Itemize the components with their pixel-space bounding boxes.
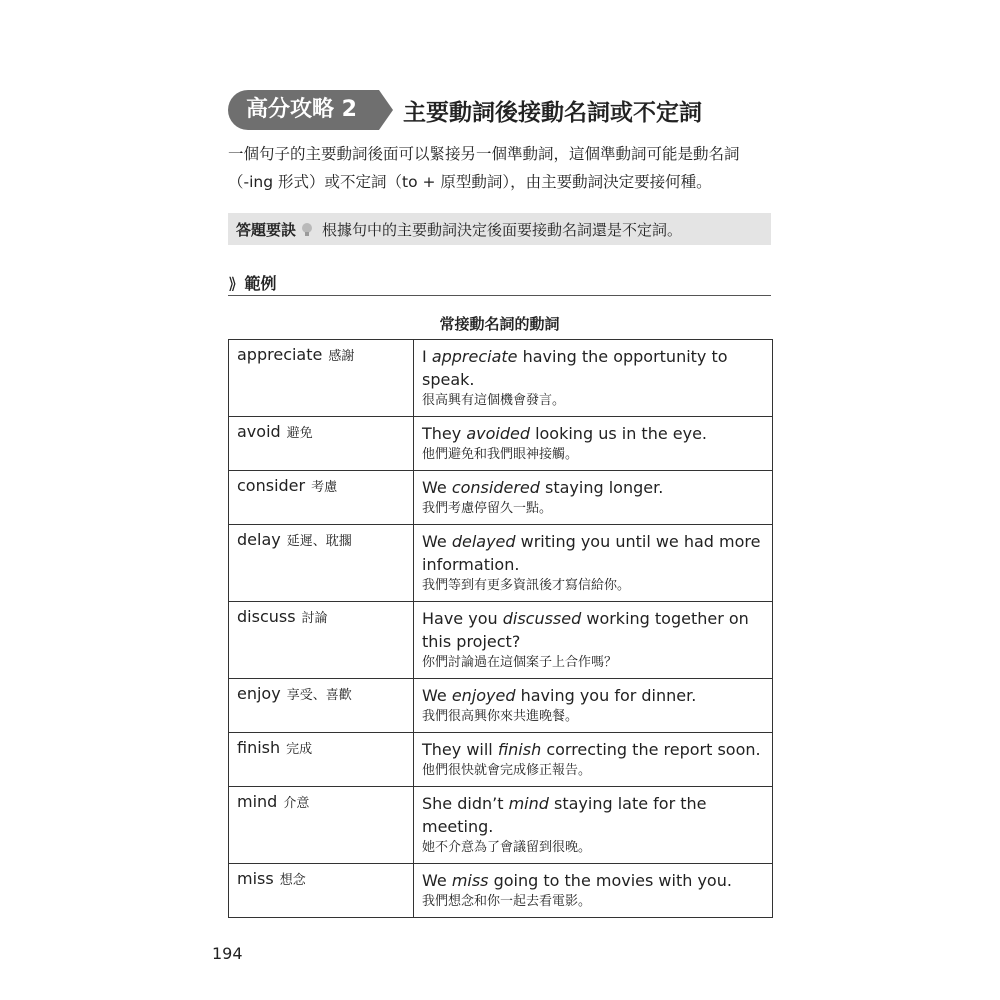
example-post: writing you until we had more information.: [422, 532, 761, 574]
example-zh: 我們考慮停留久一點。: [422, 501, 553, 516]
example-label: 範例: [244, 274, 277, 293]
verb-zh: 完成: [286, 742, 313, 757]
example-verb: considered: [451, 478, 540, 497]
example-cell: [414, 864, 773, 918]
example-heading: [228, 271, 771, 296]
section-heading: [228, 90, 702, 130]
example-post: working together on this project?: [422, 609, 749, 651]
verb-zh: 討論: [301, 611, 328, 626]
intro-line-1: 一個句子的主要動詞後面可以緊接另一個準動詞，這個準動詞可能是動名詞: [228, 145, 740, 163]
example-verb: discussed: [502, 609, 582, 628]
example-en: [422, 422, 764, 445]
example-pre: We: [422, 532, 452, 551]
key-tip-text: 根據句中的主要動詞決定後面要接動名詞還是不定詞。: [322, 220, 683, 239]
example-pre: I: [422, 347, 432, 366]
verb-zh: 延遲、耽擱: [286, 534, 352, 549]
example-pre: They will: [422, 740, 498, 759]
verb-cell: [229, 864, 414, 918]
tip-badge-arrow: [379, 90, 393, 130]
table-caption: 常接動名詞的動詞: [439, 315, 560, 333]
example-en: [422, 869, 764, 892]
verb-cell: [229, 733, 414, 787]
verb-en: mind: [237, 792, 278, 811]
verb-cell: [229, 417, 414, 471]
verb-zh: 避免: [286, 426, 313, 441]
verb-zh: 介意: [283, 796, 310, 811]
verb-en: appreciate: [237, 345, 323, 364]
example-cell: [414, 340, 773, 417]
example-post: having the opportunity to speak.: [422, 347, 728, 389]
example-zh: 他們避免和我們眼神接觸。: [422, 447, 579, 462]
verb-en: consider: [237, 476, 306, 495]
example-pre: We: [422, 686, 452, 705]
example-verb: appreciate: [431, 347, 518, 366]
example-post: staying late for the meeting.: [422, 794, 707, 836]
page-number: 194: [212, 944, 243, 963]
example-cell: [414, 679, 773, 733]
key-tip-box: [228, 213, 771, 245]
example-zh: 你們討論過在這個案子上合作嗎？: [422, 655, 618, 670]
verb-zh: 考慮: [311, 480, 338, 495]
example-verb: mind: [508, 794, 549, 813]
example-zh: 我們很高興你來共進晚餐。: [422, 709, 579, 724]
example-cell: [414, 733, 773, 787]
example-zh: 她不介意為了會議留到很晚。: [422, 840, 592, 855]
example-cell: [414, 471, 773, 525]
example-en: [422, 530, 764, 576]
lightbulb-icon: [302, 223, 312, 236]
section-title: 主要動詞後接動名詞或不定詞: [402, 99, 702, 126]
table-row: [229, 340, 773, 417]
example-post: going to the movies with you.: [488, 871, 732, 890]
verb-en: enjoy: [237, 684, 281, 703]
table-row: [229, 525, 773, 602]
example-zh: 我們等到有更多資訊後才寫信給你。: [422, 578, 631, 593]
example-pre: She didn’t: [422, 794, 509, 813]
verb-cell: [229, 471, 414, 525]
example-en: [422, 738, 764, 761]
verb-zh: 想念: [279, 873, 306, 888]
example-cell: [414, 602, 773, 679]
gerund-verbs-table: [228, 339, 773, 918]
intro-paragraph: [228, 140, 776, 196]
example-post: correcting the report soon.: [541, 740, 761, 759]
verb-zh: 享受、喜歡: [286, 688, 352, 703]
verb-en: discuss: [237, 607, 296, 626]
table-row: [229, 471, 773, 525]
example-post: looking us in the eye.: [529, 424, 708, 443]
example-en: [422, 684, 764, 707]
example-pre: We: [422, 871, 452, 890]
example-post: staying longer.: [539, 478, 664, 497]
intro-line-2: （-ing 形式）或不定詞（to + 原型動詞），由主要動詞決定要接何種。: [228, 173, 712, 191]
example-pre: We: [422, 478, 452, 497]
verb-cell: [229, 340, 414, 417]
verb-cell: [229, 787, 414, 864]
example-post: having you for dinner.: [515, 686, 697, 705]
example-pre: They: [422, 424, 467, 443]
verb-en: miss: [237, 869, 274, 888]
example-en: [422, 476, 764, 499]
example-cell: [414, 525, 773, 602]
verb-cell: [229, 602, 414, 679]
example-en: [422, 345, 764, 391]
verb-zh: 感謝: [328, 349, 355, 364]
example-pre: Have you: [422, 609, 503, 628]
table-row: [229, 787, 773, 864]
example-verb: finish: [497, 740, 542, 759]
example-verb: miss: [451, 871, 489, 890]
example-verb: enjoyed: [451, 686, 516, 705]
verb-en: avoid: [237, 422, 281, 441]
verb-en: delay: [237, 530, 281, 549]
example-verb: avoided: [466, 424, 530, 443]
table-row: [229, 417, 773, 471]
example-cell: [414, 787, 773, 864]
example-en: [422, 792, 764, 838]
tip-badge: 高分攻略 2: [228, 90, 379, 130]
example-en: [422, 607, 764, 653]
example-verb: delayed: [451, 532, 516, 551]
key-tip-label: 答題要訣: [236, 220, 297, 239]
double-chevron-icon: ⟫: [228, 274, 237, 293]
example-cell: [414, 417, 773, 471]
table-row: [229, 733, 773, 787]
verb-cell: [229, 679, 414, 733]
verb-cell: [229, 525, 414, 602]
table-row: [229, 864, 773, 918]
table-row: [229, 602, 773, 679]
table-row: [229, 679, 773, 733]
example-zh: 我們想念和你一起去看電影。: [422, 894, 592, 909]
verb-en: finish: [237, 738, 281, 757]
example-zh: 很高興有這個機會發言。: [422, 393, 566, 408]
example-zh: 他們很快就會完成修正報告。: [422, 763, 592, 778]
